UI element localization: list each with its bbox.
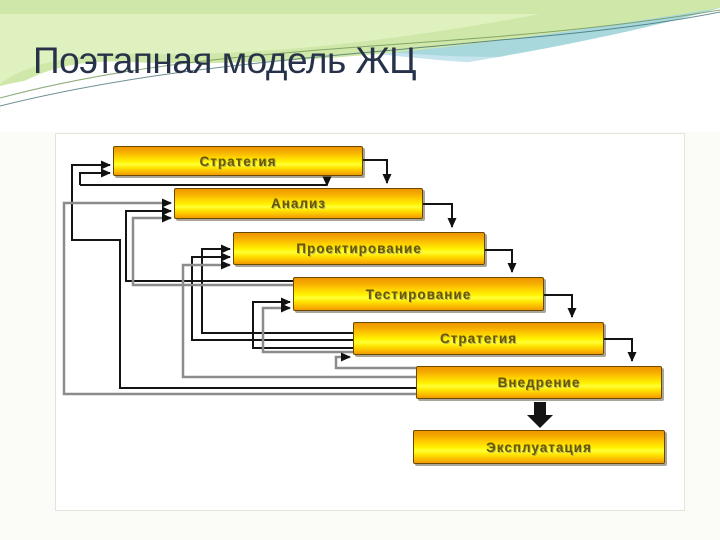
stage-box-strategy-2: Стратегия (353, 322, 604, 355)
stage-box-design: Проектирование (233, 232, 485, 265)
slide-title: Поэтапная модель ЖЦ (33, 40, 417, 81)
stage-box-strategy: Стратегия (113, 146, 363, 176)
stage-box-analysis: Анализ (174, 188, 423, 219)
stage-box-testing: Тестирование (293, 277, 544, 311)
stage-box-deployment: Внедрение (416, 366, 662, 399)
stage-box-operation: Эксплуатация (413, 430, 665, 464)
